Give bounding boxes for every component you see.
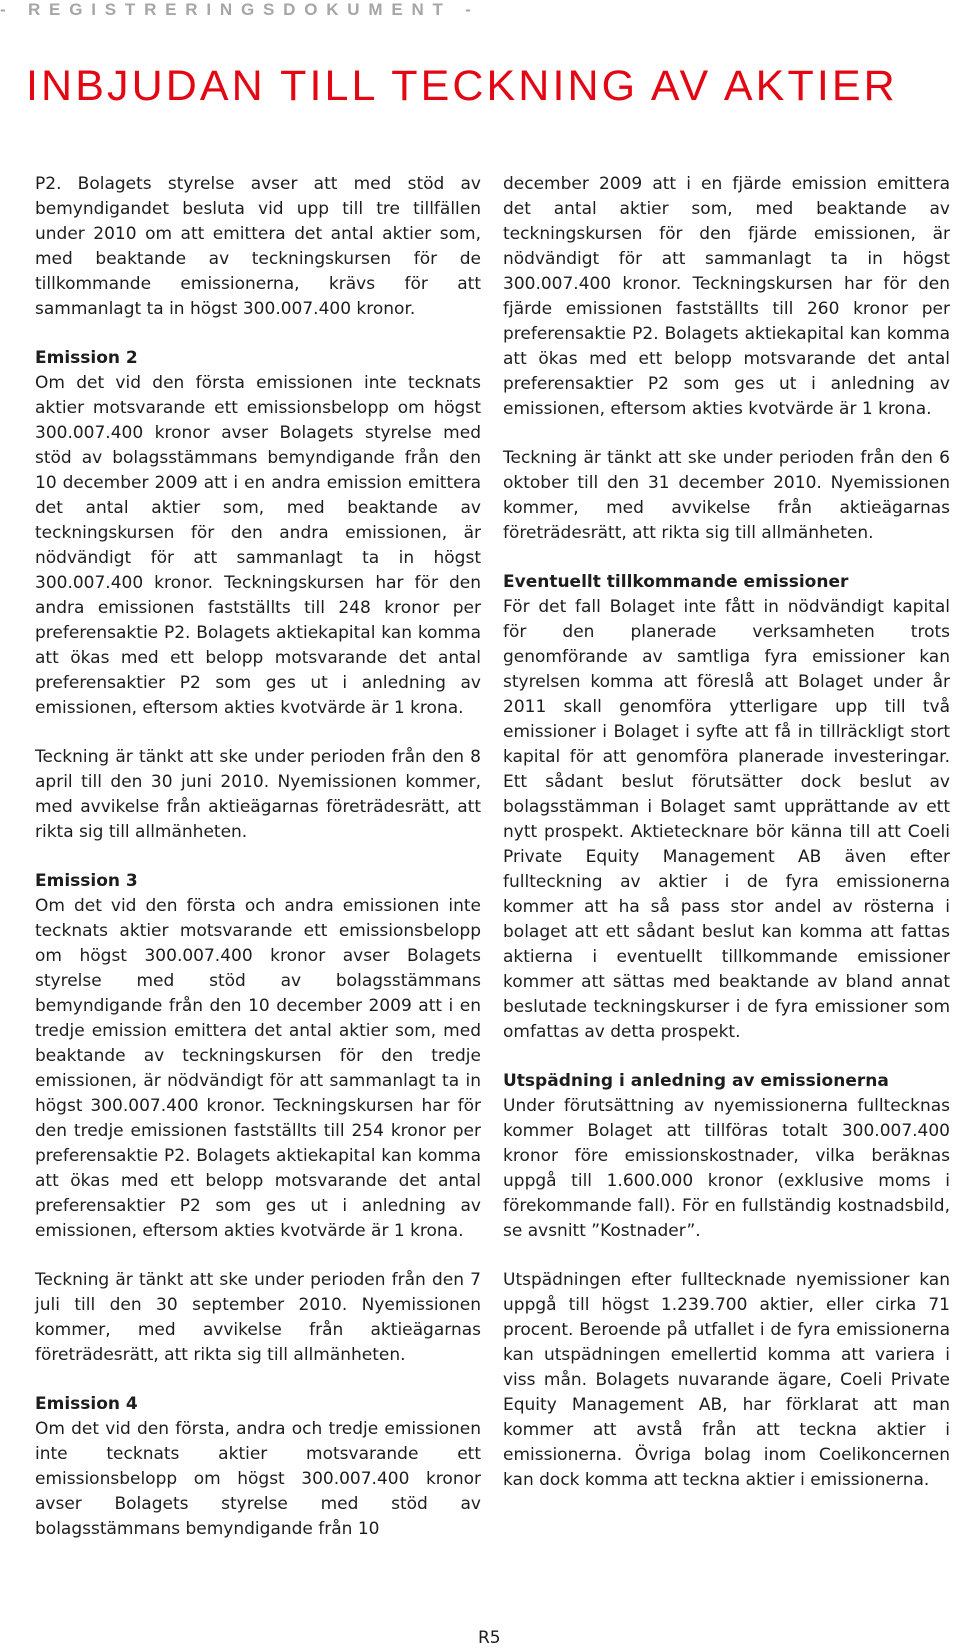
emission-2-section xyxy=(35,346,481,845)
dilution-body-2: Utspädningen efter fulltecknade nyemissioner kan uppgå till högst 1.239.700 aktier, eller cirka 71 procent. Beroende på utfallet i de fyra emissionerna kan utspädningen emellertid komma att variera i viss mån. Bolagets nuvarande ägare, Coeli Private Equity Management AB, har förklarat att man kommer att avstå från att teckna aktier i emissionerna. Övriga bolag inom Coelikoncernen kan dock komma att teckna aktier i emissionerna. xyxy=(503,1270,950,1490)
dilution-body xyxy=(503,1069,950,1244)
eventual-emissions-text: För det fall Bolaget inte fått in nödvändigt kapital för den planerade verksamheten trots genomförande av samtliga fyra emissioner kan styrelsen komma att föreslå att Bolaget under år 2011 skall genomföra ytterligare upp till två emissioner i Bolaget i syfte att få in tillräckligt stort kapital för att genomföra planerade investeringar. Ett sådant beslut förutsätter dock beslut av bolagsstämman i Bolaget samt upprättande av ett nytt prospekt. Aktietecknare bör känna till att Coeli Private Equity Management AB även efter fullteckning av aktier i de fyra emissionerna kommer att ha så pass stor andel av rösterna i bolaget att ett sådant beslut kan komma att fattas aktierna i eventuellt tillkommande emissioner kommer att sättas med beaktande av bland annat beslutade teckningskurser i de fyra emissioner som omfattas av detta prospekt. xyxy=(503,597,950,1042)
emission-3-period: Teckning är tänkt att ske under perioden från den 7 juli till den 30 september 2010. Nyemissionen kommer, med avvikelse från aktieägarnas företrädesrätt, att rikta sig till allmänheten. xyxy=(35,1270,481,1365)
emission-2-body xyxy=(35,346,481,721)
emission-2-heading: Emission 2 xyxy=(35,348,138,368)
intro-paragraph: P2. Bolagets styrelse avser att med stöd av bemyndigandet besluta vid upp till tre tillfällen under 2010 om att emittera det antal aktier som, med beaktande av teckningskursen för de tillkommande emissionerna, krävs för att sammanlagt ta in högst 300.007.400 kronor. xyxy=(35,174,481,319)
eventual-emissions-body xyxy=(503,570,950,1045)
emission-3-body xyxy=(35,869,481,1244)
emission-2-text: Om det vid den första emissionen inte tecknats aktier motsvarande ett emissionsbelopp om högst 300.007.400 kronor avser Bolagets styrelse med stöd av bolagsstämmans bemyndigande från den 10 december 2009 att i en andra emission emittera det antal aktier som, med beaktande av teckningskursen för den andra emissionen, är nödvändigt för att sammanlagt ta in högst 300.007.400 kronor. Teckningskursen har för den andra emissionen fastställts till 248 kronor per preferensaktie P2. Bolagets aktiekapital kan komma att ökas med ett belopp motsvarande det antal preferensaktier P2 som ges ut i anledning av emissionen, eftersom akties kvotvärde är 1 krona. xyxy=(35,373,481,718)
dilution-heading: Utspädning i anledning av emissionerna xyxy=(503,1071,889,1091)
emission-4-section xyxy=(35,1392,481,1542)
page-title: INBJUDAN TILL TECKNING AV AKTIER xyxy=(26,62,898,110)
emission-4-continued: december 2009 att i en fjärde emission emittera det antal aktier som, med beaktande av teckningskursen för den fjärde emissionen, är nödvändigt för att sammanlagt ta in högst 300.007.400 kronor. Teckningskursen har för den fjärde emissionen fastställts till 260 kronor per preferensaktie P2. Bolagets aktiekapital kan komma att ökas med ett belopp motsvarande det antal preferensaktier P2 som ges ut i anledning av emissionen, eftersom akties kvotvärde är 1 krona. xyxy=(503,174,950,419)
emission-2-period: Teckning är tänkt att ske under perioden från den 8 april till den 30 juni 2010. Nyemissionen kommer, med avvikelse från aktieägarnas företrädesrätt, att rikta sig till allmänheten. xyxy=(35,747,481,842)
emission-3-section xyxy=(35,869,481,1368)
emission-4-body xyxy=(35,1392,481,1542)
dilution-text: Under förutsättning av nyemissionerna fulltecknas kommer Bolaget att tillföras totalt 300.007.400 kronor före emissionskostnader, vilka beräknas uppgå till 1.600.000 kronor (exklusive moms i förekommande fall). För en fullständig kostnadsbild, se avsnitt ”Kostnader”. xyxy=(503,1096,950,1241)
right-column xyxy=(503,172,950,1517)
dilution-section xyxy=(503,1069,950,1493)
eventual-emissions-heading: Eventuellt tillkommande emissioner xyxy=(503,572,849,592)
left-column xyxy=(35,172,481,1542)
emission-4-text-start: Om det vid den första, andra och tredje emissionen inte tecknats aktier motsvarande ett emissionsbelopp om högst 300.007.400 kronor avser Bolagets styrelse med stöd av bolagsstämmans bemyndigande från 10 xyxy=(35,1419,481,1539)
section-tag: - REGISTRERINGSDOKUMENT - xyxy=(0,0,480,19)
emission-4-period: Teckning är tänkt att ske under perioden från den 6 oktober till den 31 december 2010. Nyemissionen kommer, med avvikelse från aktieägarnas företrädesrätt, att rikta sig till allmänheten. xyxy=(503,448,950,543)
page-number: R5 xyxy=(478,1628,501,1648)
eventual-emissions-section xyxy=(503,570,950,1045)
emission-3-text: Om det vid den första och andra emissionen inte tecknats aktier motsvarande ett emissionsbelopp om högst 300.007.400 kronor avser Bolagets styrelse med stöd av bolagsstämmans bemyndigande från den 10 december 2009 att i en tredje emission emittera det antal aktier som, med beaktande av teckningskursen för den tredje emissionen, är nödvändigt för att sammanlagt ta in högst 300.007.400 kronor. Teckningskursen har för den tredje emissionen fastställts till 254 kronor per preferensaktie P2. Bolagets aktiekapital kan komma att ökas med ett belopp motsvarande det antal preferensaktier P2 som ges ut i anledning av emissionen, eftersom akties kvotvärde är 1 krona. xyxy=(35,896,481,1241)
emission-4-heading: Emission 4 xyxy=(35,1394,138,1414)
emission-3-heading: Emission 3 xyxy=(35,871,138,891)
